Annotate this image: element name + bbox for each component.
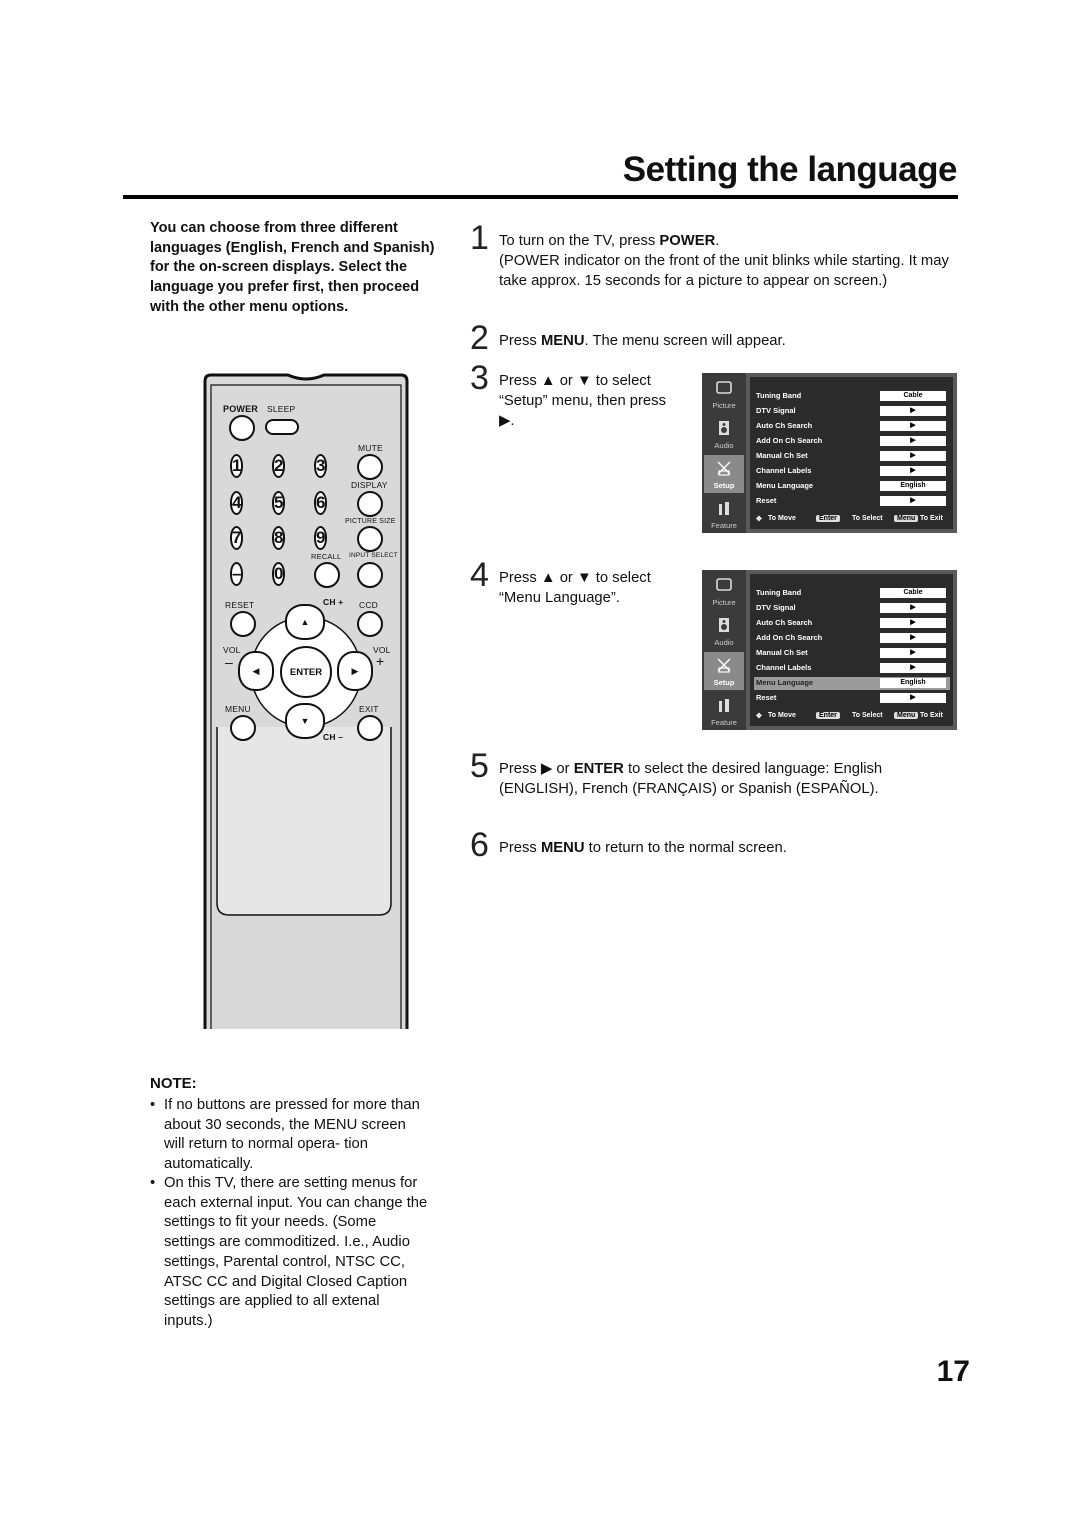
tv-icon [716, 577, 732, 593]
osd-row-value: ▶ [880, 663, 946, 673]
osd-row [754, 465, 950, 478]
sleep-button[interactable] [265, 419, 299, 435]
step-1-number: 1 [470, 219, 489, 257]
channel-up-button[interactable] [285, 604, 325, 640]
osd-footer-menu-key: Menu [894, 712, 918, 719]
step-2-pre: Press [499, 333, 541, 349]
osd-row-name: Reset [756, 496, 777, 505]
remote-control-illustration [203, 373, 409, 1029]
note-item [150, 1096, 430, 1175]
osd-row-value: ▶ [880, 421, 946, 431]
osd-row-name: Channel Labels [756, 663, 812, 672]
osd-sidebar [702, 373, 746, 533]
vol-right-label: VOL [373, 645, 391, 655]
ch-minus-label: CH – [323, 732, 344, 742]
step-5-bold: ENTER [573, 761, 624, 777]
osd-footer [754, 514, 949, 526]
osd-row [754, 435, 950, 448]
osd-row-value: ▶ [880, 496, 946, 506]
ccd-button[interactable] [357, 611, 383, 637]
osd-tab-label: Setup [713, 481, 735, 490]
exit-button[interactable] [357, 715, 383, 741]
osd-row-value: ▶ [880, 466, 946, 476]
osd-tab-label: Feature [711, 718, 737, 727]
osd-main-panel [750, 574, 953, 726]
step-5-number: 5 [470, 747, 489, 785]
osd-tab-setup [704, 652, 744, 690]
tools-icon [716, 500, 732, 516]
osd-row-name: Add On Ch Search [756, 633, 823, 642]
step-5-pre: Press ▶ or [499, 761, 574, 777]
osd-row [754, 480, 950, 493]
osd-row-name: Tuning Band [756, 391, 802, 400]
step-3-text: Press ▲ or ▼ to select “Setup” menu, then press ▶. [499, 373, 666, 429]
move-arrows-icon: ✥ [756, 713, 762, 720]
step-4-text: Press ▲ or ▼ to select “Menu Language”. [499, 570, 651, 606]
osd-row [754, 587, 950, 600]
move-arrows-icon: ✥ [756, 516, 762, 523]
osd-tab-feature [704, 495, 744, 533]
note-heading: NOTE: [150, 1075, 197, 1092]
osd-tab-label: Setup [713, 678, 735, 687]
osd-row [754, 390, 950, 403]
osd-tab-picture [704, 375, 744, 413]
osd-tab-label: Audio [714, 441, 734, 450]
osd-row-name: DTV Signal [756, 406, 796, 415]
digit-3-button[interactable]: 3 [314, 454, 327, 478]
osd-row-name: Manual Ch Set [756, 451, 808, 460]
osd-row [754, 617, 950, 630]
vol-plus-label: + [376, 653, 385, 669]
power-button[interactable] [229, 415, 255, 441]
step-5-text [499, 759, 939, 799]
osd-menu-language [702, 570, 957, 730]
mute-label: MUTE [358, 443, 383, 453]
antenna-icon [716, 460, 732, 476]
page-number: 17 [936, 1355, 970, 1388]
osd-row [754, 495, 950, 508]
osd-tab-audio [704, 612, 744, 650]
step-1-detail: (POWER indicator on the front of the unit blinks while starting. It may take approx. 15 seconds for a picture to appear on screen.) [499, 253, 949, 289]
input-select-label: INPUT SELECT [349, 552, 398, 559]
menu-label: MENU [225, 704, 251, 714]
tv-icon [716, 380, 732, 396]
osd-row-name: Auto Ch Search [756, 618, 813, 627]
speaker-icon [716, 617, 732, 633]
osd-tab-audio [704, 415, 744, 453]
osd-row-highlighted [754, 677, 950, 690]
step-6-post: to return to the normal screen. [584, 840, 787, 856]
osd-row [754, 692, 950, 705]
step-3-number: 3 [470, 359, 489, 397]
digit-1-button[interactable]: 1 [230, 454, 243, 478]
osd-row-name: Reset [756, 693, 777, 702]
digit-7-button[interactable]: 7 [230, 526, 243, 550]
step-2-bold: MENU [540, 333, 585, 349]
osd-row-name: Tuning Band [756, 588, 802, 597]
title-rule [123, 195, 958, 199]
osd-row [754, 632, 950, 645]
note-item-text: On this TV, there are setting menus for each external input. You can change the settings to fit your needs. (Some settings are commoditized. I.e., Audio settings, Parental control, NTSC CC, ATSC CC and Digital Closed Caption settings are applied to all extenal inputs.) [164, 1175, 428, 1329]
osd-row-value: ▶ [880, 693, 946, 703]
arrow-up-icon: ▲ [300, 617, 310, 627]
osd-footer [754, 711, 949, 723]
arrow-down-icon: ▼ [300, 716, 310, 726]
osd-footer-move: To Move [768, 712, 796, 719]
osd-tab-setup [704, 455, 744, 493]
step-6-bold: MENU [540, 840, 585, 856]
digit-4-button[interactable]: 4 [230, 491, 243, 515]
osd-row-value: ▶ [880, 618, 946, 628]
osd-row-name: Menu Language [756, 481, 814, 490]
osd-row-value: ▶ [880, 451, 946, 461]
step-4-number: 4 [470, 556, 489, 594]
step-6-text [499, 838, 939, 858]
osd-row-name: Add On Ch Search [756, 436, 823, 445]
osd-footer-enter-key: Enter [816, 712, 840, 719]
osd-row-value: ▶ [880, 648, 946, 658]
picture-size-button[interactable] [357, 526, 383, 552]
step-6-number: 6 [470, 826, 489, 864]
osd-tab-feature [704, 692, 744, 730]
osd-footer-select: To Select [852, 515, 883, 522]
enter-button[interactable]: ENTER [280, 646, 332, 698]
power-label: POWER [223, 404, 259, 414]
menu-button[interactable] [230, 715, 256, 741]
osd-row-value: ▶ [880, 633, 946, 643]
osd-tab-label: Audio [714, 638, 734, 647]
arrow-right-icon: ▶ [351, 665, 359, 676]
osd-row-value: ▶ [880, 406, 946, 416]
volume-down-button[interactable] [238, 651, 274, 691]
bullet: • [150, 1175, 156, 1191]
display-label: DISPLAY [351, 480, 388, 490]
osd-row-name: Channel Labels [756, 466, 812, 475]
picture-size-label: PICTURE SIZE [345, 518, 396, 525]
ch-plus-label: CH + [323, 597, 344, 607]
osd-row [754, 647, 950, 660]
osd-footer-exit: To Exit [920, 712, 943, 719]
step-2-post: . The menu screen will appear. [584, 333, 786, 349]
step-6-pre: Press [499, 840, 541, 856]
osd-row-value: ▶ [880, 603, 946, 613]
osd-tab-label: Picture [712, 401, 736, 410]
osd-row [754, 450, 950, 463]
note-item-text: If no buttons are pressed for more than about 30 seconds, the MENU screen will return to normal opera- tion automatically. [164, 1097, 420, 1173]
digit-9-button[interactable]: 9 [314, 526, 327, 550]
step-2-number: 2 [470, 319, 489, 357]
ccd-label: CCD [359, 600, 379, 610]
osd-row-value: English [880, 678, 946, 688]
vol-minus-label: – [225, 654, 233, 670]
page-title: Setting the language [622, 150, 957, 189]
display-button[interactable] [357, 491, 383, 517]
osd-row [754, 662, 950, 675]
step-1-post: . [715, 233, 720, 249]
osd-tab-label: Feature [711, 521, 737, 530]
osd-sidebar [702, 570, 746, 730]
note-item [150, 1174, 430, 1332]
tools-icon [716, 697, 732, 713]
recall-button[interactable] [314, 562, 340, 588]
volume-up-button[interactable] [337, 651, 373, 691]
step-1-text [499, 231, 954, 291]
step-1-bold: POWER [659, 233, 716, 249]
dash-button[interactable]: – [230, 562, 243, 586]
arrow-left-icon: ◀ [252, 665, 260, 676]
sleep-label: SLEEP [267, 404, 296, 414]
osd-tab-label: Picture [712, 598, 736, 607]
osd-footer-exit: To Exit [920, 515, 943, 522]
osd-row-name: Auto Ch Search [756, 421, 813, 430]
digit-5-button[interactable]: 5 [272, 491, 285, 515]
osd-footer-menu-key: Menu [894, 515, 918, 522]
osd-footer-enter-key: Enter [816, 515, 840, 522]
osd-row-value: ▶ [880, 436, 946, 446]
recall-label: RECALL [311, 552, 342, 561]
osd-row [754, 420, 950, 433]
osd-tab-picture [704, 572, 744, 610]
step-5-post: to select the desired language: English (ENGLISH), French (FRANÇAIS) or Spanish (ESPAÑOL). [499, 761, 883, 797]
input-select-button[interactable] [357, 562, 383, 588]
exit-label: EXIT [359, 704, 379, 714]
osd-row [754, 602, 950, 615]
osd-row-name: Menu Language [756, 678, 814, 687]
osd-row-name: Manual Ch Set [756, 648, 808, 657]
osd-footer-select: To Select [852, 712, 883, 719]
osd-row-value: Cable [880, 588, 946, 598]
osd-row-value: Cable [880, 391, 946, 401]
osd-footer-move: To Move [768, 515, 796, 522]
osd-main-panel [750, 377, 953, 529]
speaker-icon [716, 420, 732, 436]
mute-button[interactable] [357, 454, 383, 480]
channel-down-button[interactable] [285, 703, 325, 739]
osd-menu-setup [702, 373, 957, 533]
vol-left-label: VOL [223, 645, 241, 655]
reset-label: RESET [225, 600, 255, 610]
reset-button[interactable] [230, 611, 256, 637]
digit-0-button[interactable]: 0 [272, 562, 285, 586]
intro-text: You can choose from three different languages (English, French and Spanish) for the on-screen displays. Select the language you prefer first, then proceed with the other menu options. [150, 220, 435, 315]
osd-row [754, 405, 950, 418]
step-1-pre: To turn on the TV, press [499, 233, 660, 249]
digit-8-button[interactable]: 8 [272, 526, 285, 550]
antenna-icon [716, 657, 732, 673]
step-2-text [499, 331, 954, 351]
digit-6-button[interactable]: 6 [314, 491, 327, 515]
osd-row-name: DTV Signal [756, 603, 796, 612]
digit-2-button[interactable]: 2 [272, 454, 285, 478]
osd-row-value: English [880, 481, 946, 491]
bullet: • [150, 1097, 156, 1113]
